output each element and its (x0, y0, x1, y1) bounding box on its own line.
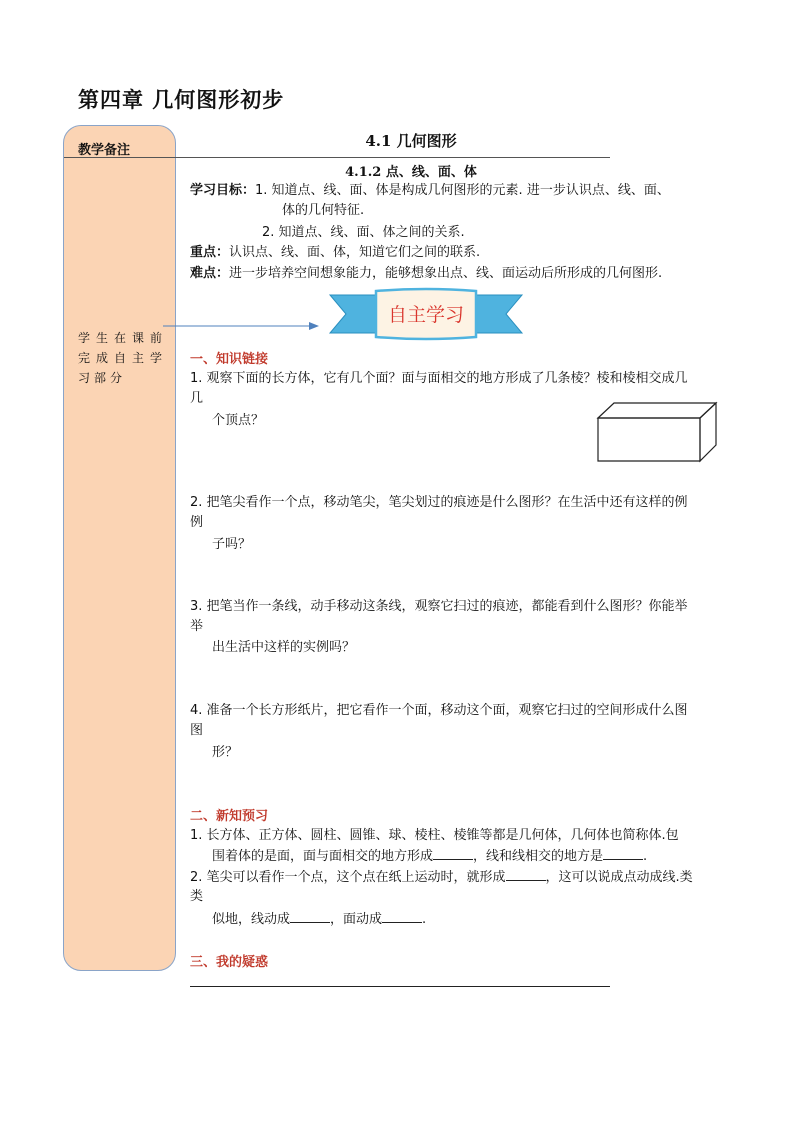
banner-ribbon-left (330, 295, 382, 333)
preview-text: . (643, 849, 648, 864)
subsection-title: 4.1.2 点、线、面、体 (345, 165, 477, 180)
fill-blank[interactable] (603, 846, 643, 860)
preview-text: 2. 笔尖可以看作一个点，这个点在纸上运动时，就形成 (190, 870, 506, 885)
objectives-line: 2. 知道点、线、面、体之间的关系. (262, 225, 465, 240)
part1-heading: 一、知识链接 (190, 352, 269, 367)
objectives-line: 体的几何特征. (282, 203, 365, 218)
banner-text: 自主学习 (387, 304, 465, 326)
question-2-line: 子吗？ (212, 537, 252, 552)
question-4-line: 4. 准备一个长方形纸片，把它看作一个面，移动这个面，观察它扫过的空间形成什么图 (190, 703, 688, 718)
key-point-label: 重点： (190, 245, 230, 260)
question-3-line: 3. 把笔当作一条线，动手移动这条线，观察它扫过的痕迹，都能看到什么图形？你能举 (190, 599, 688, 614)
fill-blank[interactable] (433, 846, 473, 860)
question-4-wrap: 图 (190, 723, 204, 738)
objectives-line (190, 181, 670, 201)
question-3-wrap: 举 (190, 619, 204, 634)
preview-text: ，线和线相交的地方是 (473, 849, 604, 864)
banner-ribbon-right (470, 295, 522, 333)
question-1-line: 1. 观察下面的长方体，它有几个面？面与面相交的地方形成了几条棱？棱和棱相交成几 (190, 371, 688, 386)
fill-blank[interactable] (290, 909, 330, 923)
question-1-line: 个顶点？ (212, 413, 265, 428)
key-point (190, 243, 480, 263)
fill-blank[interactable] (382, 909, 422, 923)
preview-text: 似地，线动成 (212, 912, 291, 927)
fill-blank[interactable] (506, 867, 546, 881)
question-3-line: 出生活中这样的实例吗？ (212, 640, 356, 655)
header-divider (176, 157, 610, 158)
answer-line[interactable] (190, 986, 610, 987)
sidebar-title: 教学备注 (78, 143, 131, 158)
preview-item-1: 1. 长方体、正方体、圆柱、圆锥、球、棱柱、棱锥等都是几何体，几何体也简称体.包 (190, 828, 679, 843)
difficulty-label: 难点： (190, 266, 230, 281)
preview-item-2-cont (212, 909, 426, 930)
arrow-icon (163, 319, 323, 333)
preview-text: ，这可以说成点动成线.类 (545, 870, 693, 885)
sidebar-note (78, 328, 164, 388)
part2-heading: 二、新知预习 (190, 809, 269, 824)
sidebar-note-line: 学生在课前 (78, 331, 164, 345)
sidebar-divider (64, 157, 176, 158)
preview-text: 围着体的是面，面与面相交的地方形成 (212, 849, 434, 864)
question-2-wrap: 例 (190, 515, 204, 530)
preview-item-2-wrap: 类 (190, 889, 204, 904)
preview-item-2 (190, 867, 693, 888)
key-point-text: 认识点、线、面、体，知道它们之间的联系. (229, 245, 481, 260)
difficulty (190, 264, 662, 284)
preview-item-1-cont (212, 846, 647, 867)
sidebar-panel (63, 125, 176, 971)
objectives-text: 1. 知道点、线、面、体是构成几何图形的元素. 进一步认识点、线、面、 (255, 183, 670, 198)
sidebar-note-line: 习部分 (78, 371, 127, 385)
preview-text: ，面动成 (330, 912, 383, 927)
objectives-label: 学习目标： (190, 183, 256, 198)
question-1-wrap: 几 (190, 391, 204, 406)
section-title: 4.1 几何图形 (365, 132, 457, 150)
self-study-banner (326, 285, 526, 345)
sidebar-note-line: 完成自主学 (78, 351, 164, 365)
difficulty-text: 进一步培养空间想象能力，能够想象出点、线、面运动后所形成的几何图形. (229, 266, 663, 281)
question-4-line: 形？ (212, 745, 239, 760)
preview-text: . (422, 912, 427, 927)
question-2-line: 2. 把笔尖看作一个点，移动笔尖，笔尖划过的痕迹是什么图形？在生活中还有这样的例 (190, 495, 688, 510)
part3-heading: 三、我的疑惑 (190, 955, 269, 970)
chapter-title: 第四章 几何图形初步 (78, 87, 285, 112)
cuboid-figure (596, 401, 718, 463)
